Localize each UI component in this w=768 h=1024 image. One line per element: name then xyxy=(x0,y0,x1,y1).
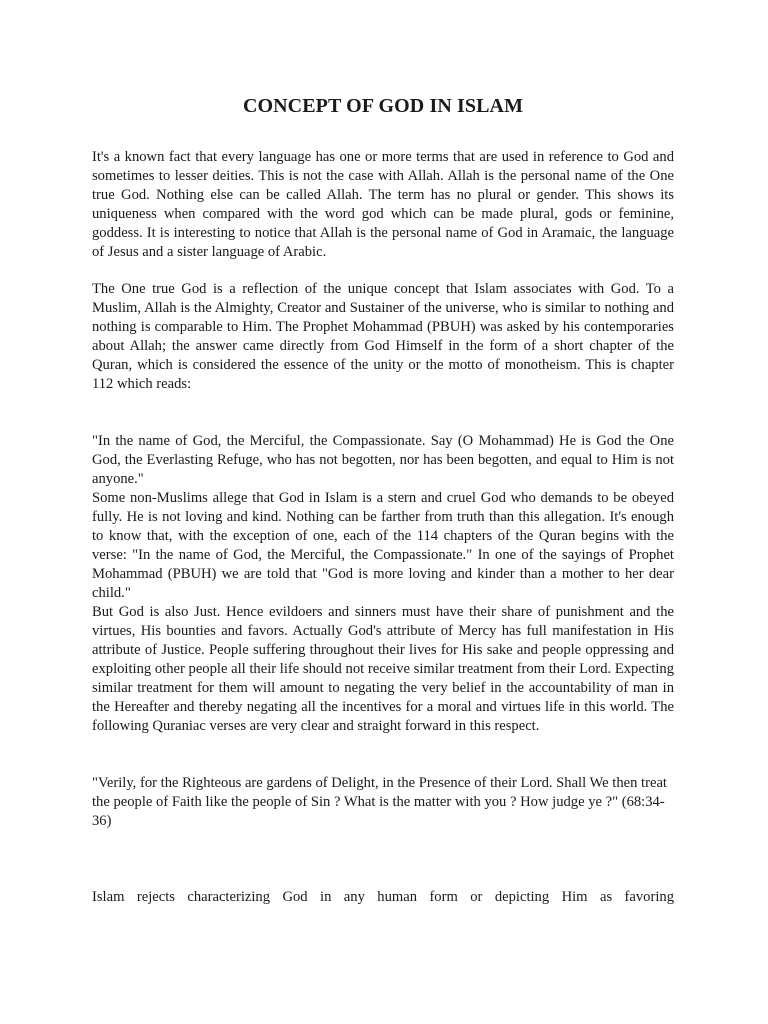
quote-chapter-112: "In the name of God, the Merciful, the Compassionate. Say (O Mohammad) He is God the One God, the Everlasting Refuge, who has not begotten, nor has been begotten, and equal to Him is not anyone." xyxy=(92,433,674,487)
quote-68-34-36: "Verily, for the Righteous are gardens of Delight, in the Presence of their Lord. Shall We then treat the people of Faith like the people of Sin ? What is the matter with you ? How judge ye ?" (68:34-36) xyxy=(92,775,667,829)
paragraph-god-is-just: But God is also Just. Hence evildoers and sinners must have their share of punishment and the virtues, His bounties and favors. Actually God's attribute of Mercy has full manifestation in His attribute of Justice. People suffering throughout their lives for His sake and people oppressing and exploiting other people all their life should not receive similar treatment from their Lord. Expecting similar treatment for them will amount to negating the very belief in the accountability of man in the Hereafter and thereby negating all the incentives for a moral and virtues life in this world. The following Quraniac verses are very clear and straight forward in this respect. xyxy=(92,604,674,734)
document-page xyxy=(92,0,674,1024)
paragraph-one-true-god: The One true God is a reflection of the unique concept that Islam associates with God. To a Muslim, Allah is the Almighty, Creator and Sustainer of the universe, who is similar to nothing and nothing is comparable to Him. The Prophet Mohammad (PBUH) was asked by his contemporaries about Allah; the answer came directly from God Himself in the form of a short chapter of the Quran, which is considered the essence of the unity or the motto of monotheism. This is chapter 112 which reads: xyxy=(92,281,674,392)
paragraph-human-form: Islam rejects characterizing God in any human form or depicting Him as favoring xyxy=(92,889,674,905)
paragraph-loving-god: Some non-Muslims allege that God in Islam is a stern and cruel God who demands to be obeyed fully. He is not loving and kind. Nothing can be farther from truth than this allegation. It's enough to know that, with the exception of one, each of the 114 chapters of the Quran begins with the verse: "In the name of God, the Merciful, the Compassionate." In one of the sayings of Prophet Mohammad (PBUH) we are told that "God is more loving and kinder than a mother to her dear child." xyxy=(92,490,674,601)
document-title: CONCEPT OF GOD IN ISLAM xyxy=(242,95,524,117)
paragraph-allah-name: It's a known fact that every language has one or more terms that are used in reference to God and sometimes to lesser deities. This is not the case with Allah. Allah is the personal name of the One true God. Nothing else can be called Allah. The term has no plural or gender. This shows its uniqueness when compared with the word god which can be made plural, gods or feminine, goddess. It is interesting to notice that Allah is the personal name of God in Aramaic, the language of Jesus and a sister language of Arabic. xyxy=(92,149,674,260)
